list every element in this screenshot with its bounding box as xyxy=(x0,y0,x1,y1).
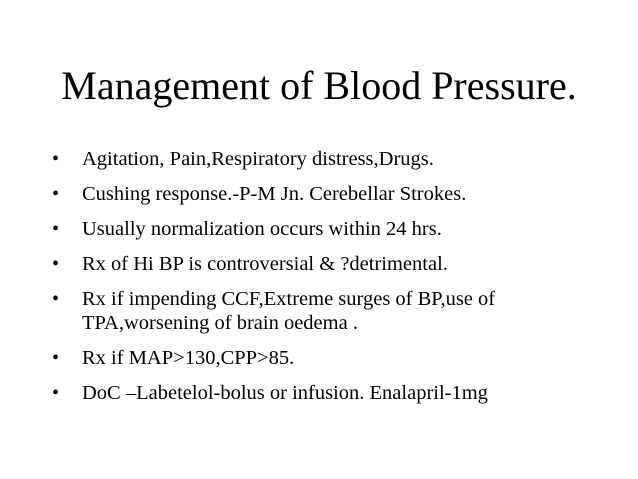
bullet-item xyxy=(52,252,612,276)
bullet-item xyxy=(52,147,612,171)
bullet-text: Rx of Hi BP is controversial & ?detrimental. xyxy=(82,253,448,275)
bullet-icon: • xyxy=(52,218,60,240)
bullet-item xyxy=(52,381,612,405)
slide-title: Management of Blood Pressure. xyxy=(61,63,577,108)
bullet-text: Rx if MAP>130,CPP>85. xyxy=(82,347,295,369)
bullet-item xyxy=(52,346,612,370)
bullet-icon: • xyxy=(52,148,60,170)
bullet-icon: • xyxy=(52,253,60,275)
bullet-item xyxy=(52,287,612,335)
bullet-icon: • xyxy=(52,288,60,310)
bullet-item xyxy=(52,182,612,206)
bullet-text: Rx if impending CCF,Extreme surges of BP,use of TPA,worsening of brain oedema . xyxy=(82,288,496,334)
bullet-icon: • xyxy=(52,183,60,205)
bullet-text: DoC –Labetelol-bolus or infusion. Enalapril-1mg xyxy=(82,382,488,404)
bullet-text: Cushing response.-P-M Jn. Cerebellar Strokes. xyxy=(82,183,467,205)
bullet-text: Agitation, Pain,Respiratory distress,Drugs. xyxy=(82,148,434,170)
bullet-icon: • xyxy=(52,347,60,369)
bullet-icon: • xyxy=(52,382,60,404)
bullet-item xyxy=(52,217,612,241)
bullet-list xyxy=(52,147,612,416)
bullet-text: Usually normalization occurs within 24 hrs. xyxy=(82,218,442,240)
